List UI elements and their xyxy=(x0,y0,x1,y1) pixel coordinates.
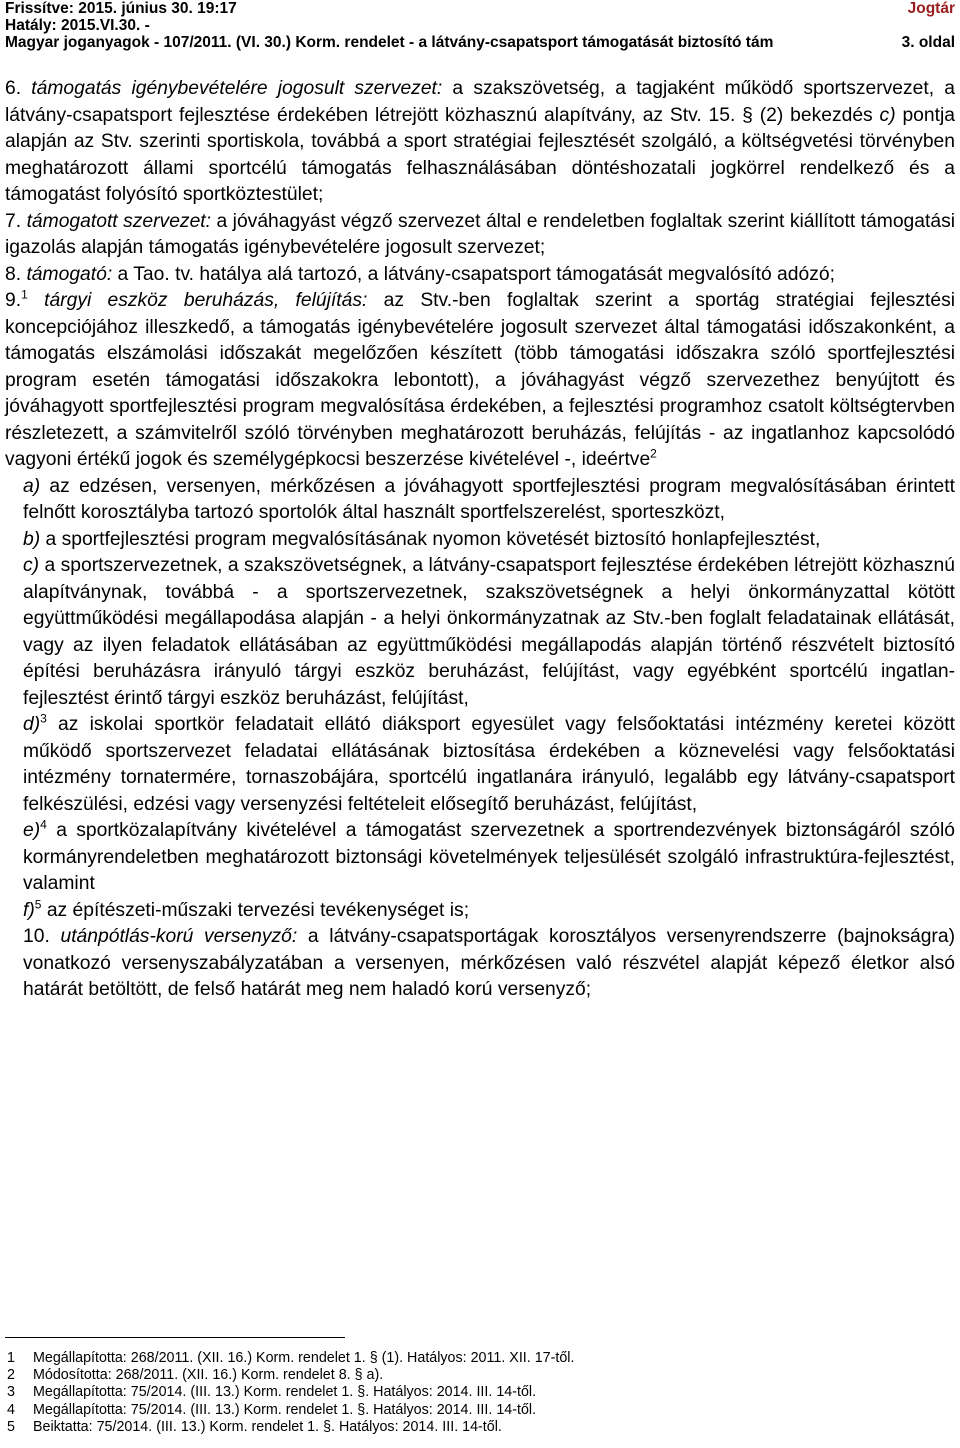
footnote-ref[interactable]: 2 xyxy=(650,446,657,461)
subpoint-c xyxy=(5,553,955,712)
defined-term: utánpótlás-korú versenyző: xyxy=(60,926,298,947)
footnote-text: Módosította: 268/2011. (XII. 16.) Korm. rendelet 8. § a). xyxy=(33,1367,384,1384)
defined-term: tárgyi eszköz beruházás, felújítás: xyxy=(44,290,368,311)
subpoint-text: a sportközalapítvány kivételével a támogatást szervezetnek a sportrendezvények biztonságáról szóló kormányrendeletben meghatározott biztonsági követelmények teljesülését szolgáló infrastruktúra-fejlesztést, valamint xyxy=(23,820,955,894)
definition-text: a látvány-csapatsportágak korosztályos versenyrendszerre (bajnokságra) vonatkozó versenyszabályzatában a versenyen, mérkőzésen való részvétel alapját képező életkor alsó határát betöltött, de felső határát meg nem haladó korú versenyző; xyxy=(23,926,955,1000)
item-number: 10. xyxy=(23,926,50,947)
subpoint-f xyxy=(5,898,955,925)
footnote-number: 2 xyxy=(7,1367,15,1384)
effective-date: Hatály: 2015.VI.30. - xyxy=(5,17,150,34)
footnote xyxy=(5,1419,955,1436)
item-number: 9. xyxy=(5,290,22,311)
defined-term: támogató: xyxy=(26,263,113,285)
footnote-number: 4 xyxy=(7,1401,15,1418)
subpoint-text: az iskolai sportkör feladatait ellátó diáksport egyesület vagy felsőoktatási intézmény keretei között működő sportszervezet feladatai ellátásának biztosítása érdekében a köznevelési vagy felsőoktatási intézmény tornatermére, tornaszobájára, sportcélú ingatlanára irányuló, legalább egy látvány-csapatsport felkészülési, edzési vagy versenyzési feltételeit elősegítő beruházást, felújítást, xyxy=(23,714,955,815)
defined-term: támogatott szervezet: xyxy=(26,210,212,232)
page-number: 3. oldal xyxy=(901,34,955,51)
definition-text: pontja alapján az Stv. szerinti sportiskola, továbbá a sport stratégiai fejlesztését szolgáló, a költségvetési törvényben meghatározott állami sportcélú támogatás felhasználásában döntéshozatali jogkörrel rendelkező és a támogatást folyósító sportköztestület; xyxy=(5,104,955,205)
footnote xyxy=(5,1402,955,1419)
jogtar-logo: Jogtár xyxy=(907,0,955,17)
document-body xyxy=(5,76,955,1004)
page-header xyxy=(5,0,955,51)
footnote-ref[interactable]: 5 xyxy=(34,897,42,912)
subpoint-b xyxy=(5,527,955,554)
header-row-3 xyxy=(5,34,955,51)
footnote-ref[interactable]: 4 xyxy=(40,817,47,832)
definition-text: a Tao. tv. hatálya alá tartozó, a látvány-csapatsport támogatását megvalósító adózó; xyxy=(112,263,835,285)
subpoint-a xyxy=(5,474,955,527)
subpoint-label: a) xyxy=(23,475,41,497)
definition-text: a szakszövetség, a tagjaként működő sportszervezet, a látvány-csapatsport fejlesztése érdekében létrejött közhasznú alapítvány, az Stv. 15. § (2) bekezdés xyxy=(5,78,955,126)
footnote-text: Megállapította: 268/2011. (XII. 16.) Korm. rendelet 1. § (1). Hatályos: 2011. XII. 17-től. xyxy=(33,1350,575,1366)
defined-term: támogatás igénybevételére jogosult szervezet: xyxy=(31,78,443,99)
header-row-1 xyxy=(5,0,955,17)
footnote xyxy=(5,1384,955,1401)
footnote-text: Megállapította: 75/2014. (III. 13.) Korm. rendelet 1. §. Hatályos: 2014. III. 14-től. xyxy=(33,1384,537,1401)
item-number: 6. xyxy=(5,78,22,99)
subpoint-label: c) xyxy=(23,555,40,576)
subpoint-d xyxy=(5,712,955,818)
item-number: 7. xyxy=(5,210,22,232)
footnote-ref[interactable]: 1 xyxy=(21,287,28,302)
document-title: Magyar joganyagok - 107/2011. (VI. 30.) Korm. rendelet - a látvány-csapatsport támogatását biztosító tám xyxy=(5,34,774,51)
footnote-text: Megállapította: 75/2014. (III. 13.) Korm. rendelet 1. §. Hatályos: 2014. III. 14-től. xyxy=(33,1401,537,1418)
subpoint-text: az építészeti-műszaki tervezési tevékenységet is; xyxy=(41,899,470,921)
item-number: 8. xyxy=(5,263,22,285)
subpoint-label: b) xyxy=(23,528,41,550)
subpoint-text: a sportfejlesztési program megvalósításának nyomon követését biztosító honlapfejlesztést, xyxy=(40,528,821,550)
definition-10 xyxy=(5,924,955,1004)
subpoint-text: az edzésen, versenyen, mérkőzésen a jóváhagyott sportfejlesztési program megvalósításában érintett felnőtt korosztályba tartozó sportolók által használt sportfelszerelést, sporteszközt, xyxy=(23,475,955,523)
updated-timestamp: Frissítve: 2015. június 30. 19:17 xyxy=(5,0,237,17)
definition-8 xyxy=(5,262,955,289)
definition-6 xyxy=(5,76,955,209)
definition-text: a jóváhagyást végző szervezet által e rendeletben foglaltak szerint kiállított támogatási igazolás alapján támogatás igénybevételére jogosult szervezet; xyxy=(5,210,955,258)
footnote-number: 3 xyxy=(7,1384,15,1401)
footnote-text: Beiktatta: 75/2014. (III. 13.) Korm. rendelet 1. §. Hatályos: 2014. III. 14-től. xyxy=(33,1418,502,1435)
subpoint-text: a sportszervezetnek, a szakszövetségnek, a látvány-csapatsport fejlesztése érdekében létrejött közhasznú alapítványnak, továbbá - a sportszervezetnek, szakszövetségnek a helyi önkormányzattal kötött együttműködési megállapodása alapján - a helyi önkormányzatnak az Stv.-ben foglalt feladatainak ellátását, vagy az ilyen feladatok ellátásában az együttműködési megállapodás alapján történő részvételt biztosító építési beruházásra irányuló tárgyi eszköz beruházást, felújítást, vagy egyébként sportcélú ingatlan-fejlesztést érintő tárgyi eszköz beruházást, felújítást, xyxy=(23,555,955,709)
definition-9 xyxy=(5,288,955,474)
footnote-ref[interactable]: 3 xyxy=(40,711,47,726)
subpoint-label: d) xyxy=(23,714,41,735)
subpoint-label: f) xyxy=(23,899,35,921)
footnote-separator xyxy=(5,1337,345,1338)
footnote xyxy=(5,1367,955,1384)
footnote-number: 5 xyxy=(7,1418,15,1435)
definition-text: az Stv.-ben foglaltak szerint a sportág stratégiai fejlesztési koncepciójához illeszkedő, a támogatás igénybevételére jogosult szervezet által támogatási időszakonként, a támogatás elszámolási időszakát megelőzően készített (több támogatási időszakra szóló sportfejlesztési program esetén támogatási időszakokra lebontott), a jóváhagyást végző szervezethez benyújtott és jóváhagyott sportfejlesztési program megvalósítása érdekében, a fejlesztési programhoz csatolt költségtervben részletezett, a számvitelről szóló törvényben meghatározott beruházás, felújítás - az ingatlanhoz kapcsolódó vagyoni értékű jogok és személygépkocsi beszerzése kivételével -, ideértve xyxy=(5,290,956,470)
definition-7 xyxy=(5,209,955,262)
footnotes xyxy=(5,1350,955,1436)
subpoint-e xyxy=(5,818,955,898)
subpoint-label: e) xyxy=(23,820,41,841)
footnote-number: 1 xyxy=(7,1350,15,1366)
footnote xyxy=(5,1350,955,1367)
point-ref: c) xyxy=(879,104,896,126)
header-row-2 xyxy=(5,17,955,34)
